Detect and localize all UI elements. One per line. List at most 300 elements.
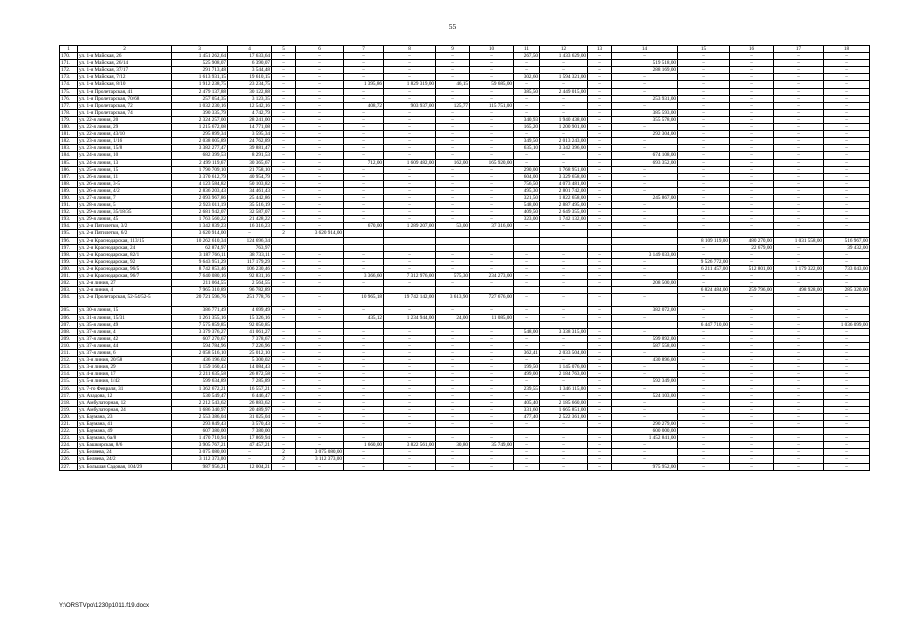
table-header-row bbox=[60, 46, 870, 53]
column-number-cell: 11 bbox=[514, 46, 540, 53]
value-cell: – bbox=[824, 74, 870, 81]
value-cell: 6 447 710,00 bbox=[678, 321, 730, 328]
value-cell: – bbox=[470, 124, 514, 131]
address-cell: ул. 37-я линия, 6 bbox=[78, 350, 172, 357]
value-cell: 3 382 277,47 bbox=[172, 145, 228, 152]
value-cell: – bbox=[296, 152, 344, 159]
value-cell: – bbox=[678, 413, 730, 420]
value-cell: 26 872,58 bbox=[228, 371, 272, 378]
value-cell: – bbox=[824, 187, 870, 194]
value-cell: – bbox=[540, 251, 588, 258]
address-cell: ул. 1-я Майская, 26 bbox=[78, 53, 172, 60]
address-cell: ул. 22-я линия, 20 bbox=[78, 116, 172, 123]
value-cell: – bbox=[436, 280, 470, 287]
value-cell: – bbox=[384, 420, 436, 427]
value-cell: 3 342 396,00 bbox=[540, 145, 588, 152]
value-cell: 1 179 322,00 bbox=[774, 265, 824, 272]
value-cell: – bbox=[470, 456, 514, 463]
value-cell: – bbox=[296, 216, 344, 223]
value-cell: 50 103,82 bbox=[228, 180, 272, 187]
value-cell: 362,41 bbox=[514, 350, 540, 357]
value-cell: – bbox=[588, 449, 612, 456]
value-cell: – bbox=[540, 314, 588, 321]
value-cell: – bbox=[470, 116, 514, 123]
value-cell: – bbox=[774, 413, 824, 420]
value-cell: – bbox=[384, 463, 436, 470]
value-cell: – bbox=[774, 307, 824, 314]
value-cell: – bbox=[344, 385, 384, 392]
table-row bbox=[60, 244, 870, 251]
value-cell: – bbox=[384, 53, 436, 60]
value-cell: – bbox=[384, 187, 436, 194]
value-cell: – bbox=[588, 265, 612, 272]
value-cell: – bbox=[774, 435, 824, 442]
value-cell: – bbox=[612, 187, 678, 194]
value-cell: – bbox=[344, 463, 384, 470]
value-cell: – bbox=[774, 357, 824, 364]
address-cell: ул. 1-я Майская, 7/12 bbox=[78, 74, 172, 81]
value-cell: – bbox=[514, 392, 540, 399]
value-cell: – bbox=[514, 81, 540, 88]
value-cell bbox=[588, 244, 612, 251]
value-cell: – bbox=[774, 335, 824, 342]
value-cell: – bbox=[228, 230, 272, 237]
value-cell: – bbox=[588, 216, 612, 223]
value-cell: – bbox=[470, 265, 514, 272]
value-cell: – bbox=[678, 449, 730, 456]
value-cell: 39 432,00 bbox=[824, 244, 870, 251]
value-cell: – bbox=[588, 378, 612, 385]
value-cell: 2 649 355,00 bbox=[540, 209, 588, 216]
value-cell: – bbox=[514, 273, 540, 280]
value-cell: – bbox=[824, 109, 870, 116]
value-cell: – bbox=[436, 116, 470, 123]
value-cell: 3 595,34 bbox=[228, 131, 272, 138]
value-cell: 1 395,86 bbox=[344, 81, 384, 88]
value-cell: – bbox=[774, 95, 824, 102]
value-cell bbox=[588, 287, 612, 294]
address-cell: ул. Амбулаторная, 24 bbox=[78, 406, 172, 413]
value-cell: – bbox=[824, 413, 870, 420]
table-row bbox=[60, 280, 870, 287]
value-cell: – bbox=[588, 95, 612, 102]
value-cell: – bbox=[344, 74, 384, 81]
value-cell: 3 149 033,00 bbox=[612, 251, 678, 258]
row-number-cell: 203. bbox=[60, 287, 78, 294]
value-cell bbox=[588, 230, 612, 237]
value-cell: – bbox=[436, 145, 470, 152]
row-number-cell: 213. bbox=[60, 364, 78, 371]
value-cell: – bbox=[272, 209, 296, 216]
value-cell: – bbox=[774, 152, 824, 159]
table-row bbox=[60, 442, 870, 449]
value-cell: – bbox=[540, 95, 588, 102]
row-number-cell: 188. bbox=[60, 180, 78, 187]
value-cell: – bbox=[436, 335, 470, 342]
value-cell: – bbox=[774, 53, 824, 60]
value-cell: – bbox=[588, 251, 612, 258]
address-cell: ул. 1-я Пролетарская, 41 bbox=[78, 88, 172, 95]
value-cell: – bbox=[824, 223, 870, 230]
value-cell: – bbox=[678, 357, 730, 364]
value-cell: 2 bbox=[272, 456, 296, 463]
value-cell: – bbox=[514, 265, 540, 272]
value-cell: – bbox=[730, 335, 774, 342]
value-cell: – bbox=[470, 406, 514, 413]
value-cell: – bbox=[774, 187, 824, 194]
value-cell: 2 553 386,04 bbox=[172, 413, 228, 420]
value-cell bbox=[540, 244, 588, 251]
value-cell: – bbox=[730, 209, 774, 216]
value-cell bbox=[540, 321, 588, 328]
value-cell: – bbox=[730, 81, 774, 88]
value-cell bbox=[384, 321, 436, 328]
value-cell: – bbox=[678, 399, 730, 406]
value-cell: – bbox=[730, 364, 774, 371]
value-cell: – bbox=[514, 294, 540, 307]
value-cell: – bbox=[588, 173, 612, 180]
value-cell bbox=[612, 287, 678, 294]
value-cell: – bbox=[296, 223, 344, 230]
value-cell: – bbox=[678, 456, 730, 463]
value-cell: – bbox=[344, 95, 384, 102]
value-cell: – bbox=[436, 357, 470, 364]
value-cell: – bbox=[436, 251, 470, 258]
row-number-cell: 170. bbox=[60, 53, 78, 60]
address-cell: ул. 2-я Краснодарская, 96/7 bbox=[78, 273, 172, 280]
value-cell: – bbox=[272, 216, 296, 223]
value-cell: – bbox=[730, 102, 774, 109]
value-cell: – bbox=[436, 420, 470, 427]
address-cell: ул. 26-я линия, 3-5 bbox=[78, 180, 172, 187]
value-cell bbox=[540, 230, 588, 237]
value-cell: – bbox=[774, 173, 824, 180]
value-cell: – bbox=[730, 378, 774, 385]
value-cell bbox=[588, 237, 612, 244]
value-cell: – bbox=[774, 124, 824, 131]
value-cell: – bbox=[470, 463, 514, 470]
value-cell: – bbox=[296, 202, 344, 209]
value-cell: – bbox=[588, 413, 612, 420]
value-cell bbox=[344, 244, 384, 251]
value-cell: – bbox=[612, 81, 678, 88]
value-cell: – bbox=[344, 406, 384, 413]
value-cell: – bbox=[540, 258, 588, 265]
value-cell: – bbox=[384, 399, 436, 406]
address-cell: ул. Беляева, 24/2 bbox=[78, 456, 172, 463]
value-cell: – bbox=[774, 244, 824, 251]
address-cell: ул. Беляева, 24 bbox=[78, 449, 172, 456]
column-number-cell: 5 bbox=[272, 46, 296, 53]
value-cell: – bbox=[588, 60, 612, 67]
value-cell: – bbox=[730, 60, 774, 67]
value-cell: – bbox=[824, 258, 870, 265]
value-cell: – bbox=[588, 116, 612, 123]
value-cell bbox=[344, 428, 384, 435]
table-row bbox=[60, 463, 870, 470]
row-number-cell: 224. bbox=[60, 442, 78, 449]
value-cell: – bbox=[730, 131, 774, 138]
value-cell: 21 428,22 bbox=[228, 216, 272, 223]
value-cell: – bbox=[588, 102, 612, 109]
value-cell: 10 965,18 bbox=[344, 294, 384, 307]
value-cell: – bbox=[296, 145, 344, 152]
value-cell: – bbox=[774, 350, 824, 357]
value-cell: – bbox=[774, 102, 824, 109]
page-number: 55 bbox=[448, 22, 457, 31]
value-cell: – bbox=[296, 265, 344, 272]
table-row bbox=[60, 187, 870, 194]
value-cell: – bbox=[588, 138, 612, 145]
value-cell: 32 587,07 bbox=[228, 209, 272, 216]
value-cell: 3 905 767,21 bbox=[172, 442, 228, 449]
table-row bbox=[60, 88, 870, 95]
row-number-cell: 204. bbox=[60, 294, 78, 307]
value-cell: 92 050,85 bbox=[228, 321, 272, 328]
value-cell: 635,10 bbox=[514, 145, 540, 152]
value-cell: – bbox=[344, 138, 384, 145]
value-cell: – bbox=[514, 95, 540, 102]
table-row bbox=[60, 251, 870, 258]
value-cell: – bbox=[824, 209, 870, 216]
value-cell: – bbox=[296, 258, 344, 265]
value-cell: – bbox=[774, 258, 824, 265]
address-cell: ул. 2-я линия, 4 bbox=[78, 287, 172, 294]
value-cell: – bbox=[384, 152, 436, 159]
value-cell: – bbox=[730, 392, 774, 399]
value-cell: – bbox=[824, 314, 870, 321]
value-cell: – bbox=[296, 251, 344, 258]
value-cell: – bbox=[384, 385, 436, 392]
value-cell: – bbox=[678, 392, 730, 399]
table-row bbox=[60, 392, 870, 399]
value-cell: – bbox=[384, 109, 436, 116]
value-cell: 408,72 bbox=[344, 102, 384, 109]
value-cell: – bbox=[344, 116, 384, 123]
value-cell: – bbox=[824, 420, 870, 427]
value-cell: – bbox=[774, 321, 824, 328]
value-cell: – bbox=[514, 463, 540, 470]
value-cell: – bbox=[824, 280, 870, 287]
row-number-cell: 172. bbox=[60, 67, 78, 74]
table-row bbox=[60, 102, 870, 109]
value-cell: – bbox=[470, 280, 514, 287]
value-cell: – bbox=[730, 350, 774, 357]
value-cell: – bbox=[774, 328, 824, 335]
value-cell: – bbox=[678, 131, 730, 138]
table-row bbox=[60, 357, 870, 364]
table-row bbox=[60, 53, 870, 60]
value-cell: – bbox=[272, 138, 296, 145]
value-cell: 756,50 bbox=[514, 180, 540, 187]
value-cell: – bbox=[588, 109, 612, 116]
value-cell: 2 479 137,88 bbox=[172, 88, 228, 95]
value-cell: – bbox=[436, 138, 470, 145]
value-cell: 430 896,00 bbox=[612, 357, 678, 364]
value-cell: – bbox=[730, 307, 774, 314]
value-cell: – bbox=[730, 314, 774, 321]
value-cell: 35 749,00 bbox=[470, 442, 514, 449]
value-cell: – bbox=[384, 166, 436, 173]
value-cell: – bbox=[730, 449, 774, 456]
value-cell: – bbox=[514, 67, 540, 74]
value-cell: – bbox=[612, 209, 678, 216]
value-cell: 7 285,89 bbox=[228, 378, 272, 385]
value-cell: – bbox=[824, 273, 870, 280]
value-cell: – bbox=[730, 406, 774, 413]
value-cell: – bbox=[436, 307, 470, 314]
value-cell: – bbox=[272, 307, 296, 314]
value-cell: – bbox=[774, 81, 824, 88]
data-table bbox=[59, 45, 870, 471]
value-cell: – bbox=[824, 251, 870, 258]
value-cell: – bbox=[272, 60, 296, 67]
value-cell: – bbox=[588, 53, 612, 60]
value-cell: – bbox=[678, 294, 730, 307]
value-cell: – bbox=[436, 399, 470, 406]
value-cell: 17 633,64 bbox=[228, 53, 272, 60]
value-cell: 712,00 bbox=[344, 159, 384, 166]
value-cell: 2 564,55 bbox=[228, 280, 272, 287]
row-number-cell: 174. bbox=[60, 81, 78, 88]
file-path-footer: Y:\ORSTVpo\1230p1011.f19.docx bbox=[59, 603, 149, 609]
value-cell: – bbox=[774, 371, 824, 378]
value-cell: 25 442,86 bbox=[228, 194, 272, 201]
value-cell: – bbox=[612, 273, 678, 280]
value-cell bbox=[344, 230, 384, 237]
value-cell: 15 326,16 bbox=[228, 314, 272, 321]
value-cell: 24 762,89 bbox=[228, 138, 272, 145]
value-cell: – bbox=[730, 53, 774, 60]
table-row bbox=[60, 371, 870, 378]
column-number-cell: 12 bbox=[540, 46, 588, 53]
value-cell: – bbox=[774, 223, 824, 230]
table-row bbox=[60, 273, 870, 280]
value-cell: – bbox=[774, 273, 824, 280]
value-cell: – bbox=[344, 124, 384, 131]
address-cell: ул. 3-я линия, 29 bbox=[78, 364, 172, 371]
row-number-cell: 216. bbox=[60, 385, 78, 392]
value-cell: – bbox=[514, 251, 540, 258]
value-cell: – bbox=[514, 335, 540, 342]
value-cell: – bbox=[296, 357, 344, 364]
value-cell: – bbox=[296, 350, 344, 357]
address-cell: ул. 27-я линия, 7 bbox=[78, 194, 172, 201]
address-cell: ул. 2-я Краснодарская, 92 bbox=[78, 258, 172, 265]
value-cell: 548,00 bbox=[514, 328, 540, 335]
value-cell: – bbox=[514, 102, 540, 109]
value-cell bbox=[272, 287, 296, 294]
value-cell: – bbox=[824, 378, 870, 385]
value-cell: 682 399,53 bbox=[172, 152, 228, 159]
value-cell: – bbox=[514, 442, 540, 449]
value-cell: 733 043,00 bbox=[824, 265, 870, 272]
value-cell: 693 352,00 bbox=[612, 159, 678, 166]
value-cell: – bbox=[678, 173, 730, 180]
address-cell: ул. 24-я линия, 13 bbox=[78, 159, 172, 166]
value-cell: – bbox=[730, 463, 774, 470]
row-number-cell: 220. bbox=[60, 413, 78, 420]
value-cell: 285 320,00 bbox=[824, 287, 870, 294]
value-cell: – bbox=[470, 145, 514, 152]
value-cell: – bbox=[272, 364, 296, 371]
address-cell: ул. 26-я линия, 4/2 bbox=[78, 187, 172, 194]
value-cell: – bbox=[296, 273, 344, 280]
value-cell: – bbox=[540, 273, 588, 280]
row-number-cell: 211. bbox=[60, 350, 78, 357]
table-row bbox=[60, 60, 870, 67]
value-cell: – bbox=[774, 280, 824, 287]
row-number-cell: 200. bbox=[60, 265, 78, 272]
value-cell: – bbox=[774, 74, 824, 81]
value-cell: – bbox=[344, 202, 384, 209]
value-cell: 2 185 660,00 bbox=[540, 399, 588, 406]
value-cell: 1 742 132,00 bbox=[540, 216, 588, 223]
value-cell: 1 912 238,75 bbox=[172, 81, 228, 88]
column-number-cell: 17 bbox=[774, 46, 824, 53]
value-cell: – bbox=[730, 442, 774, 449]
value-cell: – bbox=[296, 102, 344, 109]
value-cell: – bbox=[436, 435, 470, 442]
value-cell bbox=[612, 230, 678, 237]
value-cell: – bbox=[588, 131, 612, 138]
value-cell: – bbox=[730, 216, 774, 223]
column-number-cell: 9 bbox=[436, 46, 470, 53]
value-cell: – bbox=[436, 60, 470, 67]
value-cell: 607 380,00 bbox=[172, 428, 228, 435]
value-cell: – bbox=[470, 364, 514, 371]
address-cell: ул. Баумана, 41 bbox=[78, 420, 172, 427]
value-cell: – bbox=[272, 194, 296, 201]
value-cell: – bbox=[384, 194, 436, 201]
value-cell: – bbox=[272, 392, 296, 399]
value-cell: – bbox=[344, 194, 384, 201]
value-cell: 2 522 361,00 bbox=[540, 413, 588, 420]
value-cell: – bbox=[344, 265, 384, 272]
value-cell: – bbox=[588, 145, 612, 152]
value-cell: – bbox=[824, 67, 870, 74]
value-cell bbox=[344, 237, 384, 244]
value-cell: – bbox=[824, 357, 870, 364]
value-cell: – bbox=[228, 449, 272, 456]
value-cell: – bbox=[384, 413, 436, 420]
value-cell bbox=[774, 230, 824, 237]
value-cell: – bbox=[730, 294, 774, 307]
value-cell: – bbox=[612, 371, 678, 378]
value-cell: – bbox=[678, 342, 730, 349]
value-cell: – bbox=[384, 251, 436, 258]
value-cell: – bbox=[824, 350, 870, 357]
value-cell: – bbox=[436, 216, 470, 223]
value-cell: – bbox=[296, 385, 344, 392]
value-cell: – bbox=[730, 435, 774, 442]
table-row bbox=[60, 385, 870, 392]
row-number-cell: 177. bbox=[60, 102, 78, 109]
value-cell: – bbox=[774, 378, 824, 385]
value-cell: 7 226,96 bbox=[228, 342, 272, 349]
value-cell: – bbox=[296, 420, 344, 427]
value-cell: 288 169,00 bbox=[612, 67, 678, 74]
value-cell: – bbox=[774, 406, 824, 413]
value-cell: 10 262 610,34 bbox=[172, 237, 228, 244]
value-cell bbox=[540, 237, 588, 244]
value-cell: – bbox=[296, 364, 344, 371]
value-cell bbox=[436, 287, 470, 294]
value-cell: 1 613 931,15 bbox=[172, 74, 228, 81]
value-cell: – bbox=[514, 342, 540, 349]
value-cell: – bbox=[774, 180, 824, 187]
value-cell: 2 bbox=[272, 449, 296, 456]
